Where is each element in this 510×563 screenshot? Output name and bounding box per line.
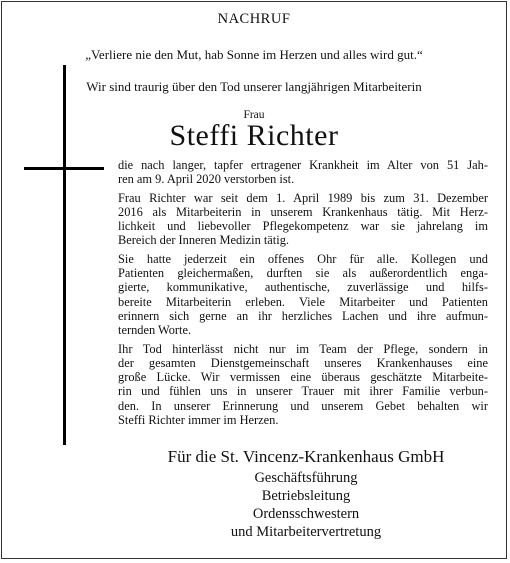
text-line: Bereich der Inneren Medizin tätig. — [118, 233, 289, 248]
text-line: Sie hatte jederzeit ein offenes Ohr für alle. Kollegen und — [118, 251, 488, 266]
text-line: rin und fühlen uns in unserer Trauer mit ihrer Familie verbun- — [118, 384, 488, 399]
salutation: Frau — [243, 109, 265, 121]
paragraph — [118, 191, 488, 248]
signature-group: Betriebsleitung — [261, 488, 351, 504]
text-line: Steffi Richter immer im Herzen. — [118, 413, 279, 428]
text-line: Frau Richter war seit dem 1. April 1989 bis zum 31. Dezember — [118, 190, 488, 205]
text-line: ternden Worte. — [118, 323, 192, 338]
text-line: den. In unserer Erinnerung und unserem Gebet behalten wir — [118, 398, 488, 413]
text-line: lichkeit und liebevoller Pflegekompetenz war sie jahrelang im — [118, 219, 488, 234]
cross-vertical-bar — [63, 65, 66, 445]
text-line: 2016 als Mitarbeiterin in unserem Krankenhaus tätig. Mit Herz- — [118, 204, 488, 219]
text-line: erinnern sich gerne an ihr herzliches Lachen und ihre aufmun- — [118, 308, 488, 323]
text-line: die nach langer, tapfer ertragener Krankheit im Alter von 51 Jah- — [118, 158, 488, 172]
text-line: Ihr Tod hinterlässt nicht nur im Team der Pflege, sondern in — [118, 341, 488, 356]
paragraph — [118, 252, 488, 338]
signature-organization: Für die St. Vincenz-Krankenhaus GmbH — [167, 447, 445, 466]
signature-group: Geschäftsführung — [254, 470, 358, 486]
signature-group: Ordensschwestern — [252, 506, 360, 522]
text-line: gierte, kommunikative, authentische, zuverlässige und hilfs- — [118, 280, 488, 295]
obituary-body — [118, 158, 488, 431]
text-line: der gesamten Dienstgemeinschaft unseres Krankenhauses eine — [118, 355, 488, 370]
text-line: Patienten gleichermaßen, durften sie als außerordentlich enga- — [118, 266, 488, 281]
motto-quote: „Verliere nie den Mut, hab Sonne im Herzen und alles wird gut.“ — [85, 47, 423, 62]
obituary-notice — [1, 1, 507, 559]
signature-group: und Mitarbeitervertretung — [230, 524, 382, 540]
cross-horizontal-bar — [24, 167, 104, 170]
page-title: NACHRUF — [217, 11, 291, 27]
deceased-name: Steffi Richter — [169, 119, 339, 152]
intro-line: Wir sind traurig über den Tod unserer langjährigen Mitarbeiterin — [86, 79, 422, 94]
text-line: große Lücke. Wir vermissen eine überaus geschätzte Mitarbeite- — [118, 370, 488, 385]
text-line: ren am 9. April 2020 verstorben ist. — [118, 172, 295, 187]
text-line: bereite Mitarbeiterin erleben. Viele Mitarbeiter und Patienten — [118, 294, 488, 309]
signature-groups — [116, 469, 496, 541]
paragraph — [118, 342, 488, 428]
paragraph — [118, 158, 488, 187]
